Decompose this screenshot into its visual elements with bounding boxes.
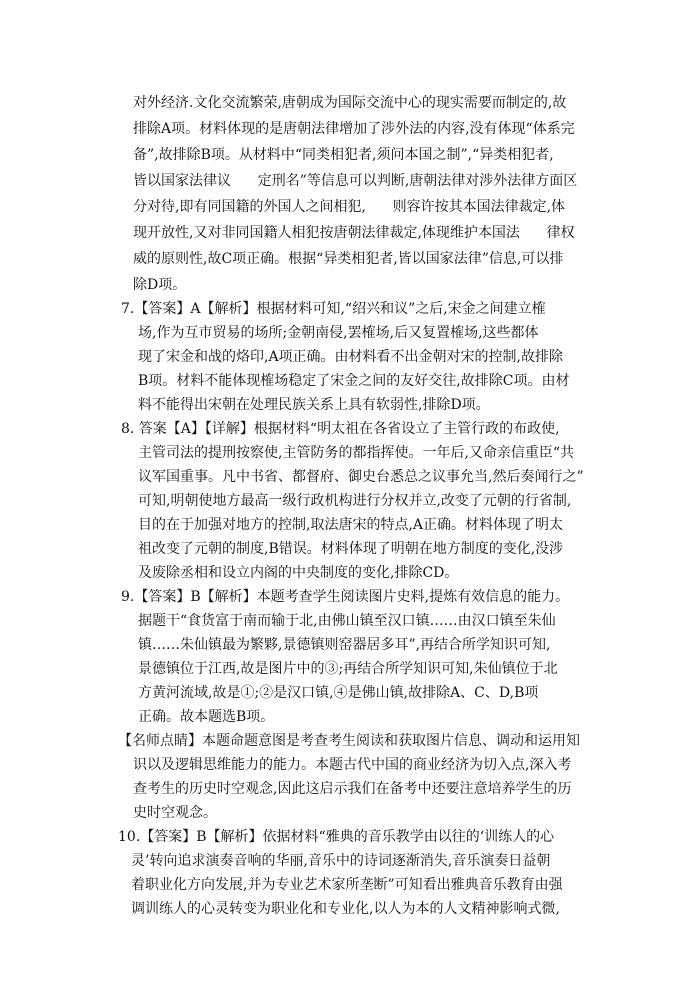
text-line: 识以及逻辑思维能力的能力。本题古代中国的商业经济为切入点,深入考: [133, 757, 572, 773]
text-line: 据题干“食货富于南而输于北,由佛山镇至汉口镇……由汉口镇至朱仙: [138, 613, 556, 629]
text-line: 料不能得出宋朝在处理民族关系上具有软弱性,排除D项。: [138, 397, 490, 413]
text-line: 主管司法的提刑按察使,主管防务的都指挥使。一年后,又命亲信重臣“共: [138, 445, 575, 461]
teacher-tip-heading: 【名师点睛】本题命题意图是考查考生阅读和获取图片信息、调动和运用知: [118, 733, 580, 749]
text-line: 目的在于加强对地方的控制,取法唐宋的特点,A正确。材料体现了明太: [138, 517, 564, 533]
text-line: B项。材料不能体现榷场稳定了宋金之间的友好交往,故排除C项。由材: [138, 373, 570, 389]
text-line: 灵’转向追求演奏音响的华丽,音乐中的诗词逐渐消失,音乐演奏日益朝: [131, 853, 551, 869]
text-line: 查考生的历史时空观念,因此这启示我们在备考中还要注意培养学生的历: [133, 781, 572, 797]
text-line: 议军国重事。凡中书省、都督府、御史台悉总之议事允当,然后奏闻行之”: [138, 469, 584, 485]
text-line: 祖改变了元朝的制度,B错误。材料体现了明朝在地方制度的变化,没涉: [138, 541, 564, 557]
answer-8-heading: 8. 答案【A】【详解】根据材料“明太祖在各省设立了主管行政的布政使,: [121, 421, 560, 437]
text-line: 及废除丞相和设立内阁的中央制度的变化,排除CD。: [138, 565, 459, 581]
text-line: 方黄河流域,故是①;②是汉口镇,④是佛山镇,故排除A、C、D,B项: [138, 685, 539, 701]
answer-7-heading: 7.【答案】A【解析】根据材料可知,“绍兴和议”之后,宋金之间建立榷: [121, 301, 546, 317]
text-line: 除D项。: [133, 277, 187, 293]
text-line: 现了宋金和战的烙印,A项正确。由材料看不出金朝对宋的控制,故排除: [138, 349, 564, 365]
text-line: 着职业化方向发展,并为专业艺术家所垄断”可知看出雅典音乐教育由强: [131, 877, 563, 893]
text-line: 排除A项。材料体现的是唐朝法律增加了涉外法的内容,没有体现“体系完: [133, 121, 575, 137]
text-line: 镇……朱仙镇最为繁夥,景德镇则窑器居多耳”,再结合所学知识可知,: [138, 637, 551, 653]
text-line: 调训练人的心灵转变为职业化和专业化,以人为本的人文精神影响式微,: [131, 901, 560, 917]
text-line: 场,作为互市贸易的场所;金朝南侵,罢榷场,后又复置榷场,这些都体: [138, 325, 539, 341]
text-line: 分对待,即有同国籍的外国人之间相犯, 则容许按其本国法律裁定,体: [133, 199, 566, 215]
text-line: 皆以国家法律议 定刑名”等信息可以判断,唐朝法律对涉外法律方面区: [133, 173, 578, 189]
text-line: 现开放性,又对非同国籍人相犯按唐朝法律裁定,体现维护本国法 律权: [133, 225, 575, 241]
answer-10-heading: 10.【答案】B【解析】依据材料“雅典的音乐教学由以往的‘训练人的心: [118, 829, 555, 845]
text-line: 备”,故排除B项。从材料中“同类相犯者,须问本国之制”,“异类相犯者,: [133, 147, 554, 163]
text-line: 威的原则性,故C项正确。根据“异类相犯者,皆以国家法律”信息,可以排: [133, 251, 564, 267]
answer-9-heading: 9.【答案】B【解析】本题考查学生阅读图片史料,提炼有效信息的能力。: [121, 589, 570, 605]
text-line: 史时空观念。: [133, 805, 217, 821]
text-line: 对外经济.文化交流繁荣,唐朝成为国际交流中心的现实需要而制定的,故: [133, 95, 567, 111]
text-line: 景德镇位于江西,故是图片中的③;再结合所学知识可知,朱仙镇位于北: [138, 661, 558, 677]
text-line: 正确。故本题选B项。: [138, 709, 275, 725]
text-line: 可知,明朝使地方最高一级行政机构进行分权并立,改变了元朝的行省制,: [138, 493, 572, 509]
